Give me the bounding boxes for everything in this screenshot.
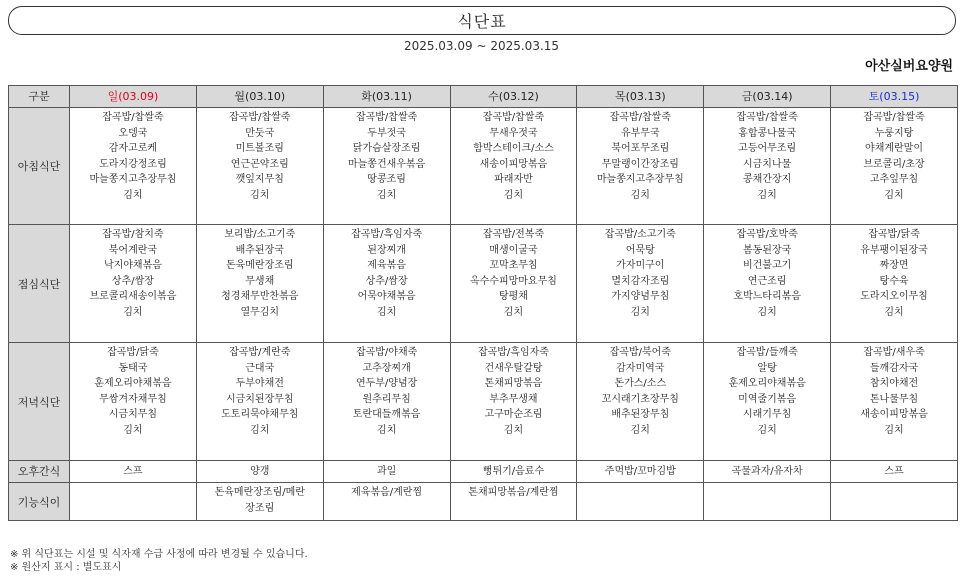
menu-item: 김치 [630,189,650,201]
snack-row [9,461,958,483]
menu-cell [196,108,323,225]
menu-item: 상추/쌈장 [111,275,154,287]
menu-item: 오뎅국 [118,127,148,139]
menu-cell [323,461,450,483]
menu-item: 잡곡밥/북어죽 [609,347,671,358]
menu-item: 어묵야채볶음 [357,291,416,302]
menu-item: 미역줄기볶음 [738,393,797,405]
meal-label: 아침식단 [9,108,70,225]
menu-cell [704,108,831,225]
menu-item: 돈육메란장조림 [225,260,294,271]
menu-item: 어묵탕 [625,244,655,256]
menu-item: 곡물과자/유자차 [731,465,803,477]
menu-item: 도토리묵야채무침 [221,409,299,420]
menu-item: 잡곡밥/찹쌀죽 [229,112,291,123]
menu-item: 청경채무반찬볶음 [221,291,299,302]
menu-table [8,85,958,521]
menu-item: 잡곡밥/닭죽 [107,347,159,358]
menu-cell [323,483,450,521]
menu-item: 탕수육 [879,275,909,287]
menu-item: 연근조림 [747,275,787,287]
menu-item: 김치 [250,189,270,201]
menu-item: 미트볼조림 [235,143,284,154]
menu-item: 김치 [250,424,270,436]
menu-cell [196,461,323,483]
menu-item: 잡곡밥/찹쌀죽 [102,112,164,123]
meal-label: 오후간식 [9,461,70,483]
menu-cell [70,108,197,225]
menu-item: 부추무생채 [489,393,538,405]
menu-item: 무쌈겨자채무침 [99,393,167,405]
menu-item: 훈제오리야채볶음 [94,378,172,389]
menu-item: 동태국 [118,362,148,374]
menu-item: 상추/쌈장 [365,275,408,287]
menu-item: 김치 [884,306,904,318]
menu-cell [70,483,197,521]
menu-item: 비건불고기 [742,260,792,271]
menu-item: 옥수수피망마요무침 [469,275,557,287]
menu-item: 김치 [376,424,397,436]
menu-item: 잡곡밥/흑임자죽 [477,347,549,358]
menu-title: 식단표 [457,12,507,31]
corner-label: 구분 [9,86,70,108]
menu-cell [831,343,958,461]
menu-item: 돈육메란장조림/메란 [214,487,305,498]
menu-item: 새송이피망볶음 [479,158,548,170]
menu-cell [323,343,450,461]
menu-cell [450,483,577,521]
breakfast-row [9,108,958,225]
menu-item: 토란대들깨볶음 [352,409,421,420]
menu-item: 뻥튀기/음료수 [482,465,545,477]
menu-item: 마늘쫑지고추장무침 [89,174,177,185]
menu-cell [831,461,958,483]
menu-item: 김치 [123,306,143,318]
menu-item: 과일 [376,465,397,477]
menu-item: 잡곡밥/야채죽 [355,347,418,358]
menu-item: 잡곡밥/닭죽 [868,229,920,240]
menu-item: 잡곡밥/전복죽 [482,229,545,240]
date-range: 2025.03.09 ~ 2025.03.15 [403,39,560,53]
menu-item: 만둣국 [245,127,275,139]
menu-item: 잡곡밥/찹쌀죽 [736,112,798,123]
menu-item: 김치 [376,306,397,318]
menu-item: 김치 [503,306,524,318]
menu-item: 유부무국 [620,127,660,139]
day-header: 금(03.14) [704,86,831,108]
menu-item: 북어포무조림 [611,143,670,154]
menu-cell [704,461,831,483]
menu-item: 멸치감자조림 [611,275,670,287]
menu-item: 깻잎지무침 [235,174,284,185]
menu-cell [70,461,197,483]
menu-item: 김치 [123,424,143,436]
menu-item: 무말랭이간장조림 [601,158,679,170]
menu-item: 김치 [123,189,143,201]
menu-cell [831,225,958,343]
meal-label: 점심식단 [9,225,70,343]
menu-item: 마늘쫑건새우볶음 [347,158,426,170]
menu-item: 장조림 [245,502,275,514]
menu-item: 땅콩조림 [367,174,406,185]
menu-item: 잡곡밥/찹쌀죽 [355,112,418,123]
menu-item: 새송이피망볶음 [860,409,928,420]
menu-item: 북어계란국 [108,244,158,256]
menu-item: 김치 [884,424,904,436]
menu-cell [323,225,450,343]
menu-item: 김치 [757,306,777,318]
day-header: 수(03.12) [450,86,577,108]
menu-item: 마늘쫑지고추장무침 [596,174,684,185]
menu-item: 김치 [630,306,650,318]
dinner-row [9,343,958,461]
menu-item: 감자고로케 [108,143,158,154]
menu-item: 고추잎무침 [869,174,919,185]
menu-item: 참치야채전 [869,378,919,389]
menu-item: 파래자반 [494,174,533,185]
lunch-row [9,225,958,343]
menu-item: 된장찌개 [367,244,406,256]
menu-cell [70,225,197,343]
footnote: ※ 위 식단표는 시설 및 식자재 수급 사정에 따라 변경될 수 있습니다. [10,549,308,560]
menu-item: 도라지강정조림 [99,158,167,170]
menu-item: 꼬시래기초장무침 [601,393,679,405]
menu-item: 훈제오리야채볶음 [728,378,806,389]
menu-item: 두부젓국 [367,127,406,139]
menu-item: 홍합콩나물국 [738,127,797,139]
menu-item: 꼬막초무침 [489,260,538,271]
menu-item: 들깨감자국 [869,362,919,374]
menu-item: 시래기무침 [742,409,792,420]
menu-item: 고추장찌개 [362,362,411,374]
menu-item: 누룽지탕 [874,127,914,139]
menu-item: 스프 [884,465,904,477]
menu-item: 브로콜리새송이볶음 [89,291,177,302]
menu-cell [831,108,958,225]
menu-item: 잡곡밥/호박죽 [736,229,798,240]
menu-cell [577,483,704,521]
menu-item: 잡곡밥/찹쌀죽 [863,112,925,123]
menu-cell [196,225,323,343]
menu-item: 양갱 [250,465,270,477]
menu-item: 김치 [503,189,524,201]
menu-item: 제육볶음 [367,260,406,271]
menu-item: 무생채 [245,275,275,287]
menu-cell [704,225,831,343]
menu-cell [323,108,450,225]
menu-item: 연근곤약조림 [230,158,289,170]
menu-item: 닭가슴살장조림 [352,143,421,154]
menu-cell [704,343,831,461]
menu-item: 주먹밥/꼬마김밥 [604,465,676,477]
menu-item: 스프 [123,465,143,477]
menu-item: 가자미구이 [616,260,665,271]
footnotes [10,548,308,574]
menu-item: 잡곡밥/찹쌀죽 [482,112,545,123]
menu-cell [450,343,577,461]
menu-cell [196,343,323,461]
menu-cell [450,108,577,225]
menu-item: 김치 [376,189,397,201]
day-header: 일(03.09) [70,86,197,108]
menu-item: 열무김치 [240,306,280,318]
menu-title-box [8,6,956,35]
menu-item: 감자미역국 [616,362,665,374]
menu-cell [70,343,197,461]
menu-item: 김치 [757,424,777,436]
menu-item: 원추리무침 [362,393,411,405]
menu-item: 톤나물무침 [869,393,919,405]
menu-cell [704,483,831,521]
day-header: 월(03.10) [196,86,323,108]
menu-item: 돈가스/소스 [614,378,667,389]
menu-item: 야채계란말이 [865,143,924,154]
menu-cell [196,483,323,521]
menu-item: 김치 [503,424,524,436]
menu-item: 두부야채전 [235,378,284,389]
menu-item: 김치 [757,189,777,201]
organization-name: 아산실버요양원 [865,59,953,74]
menu-item: 시금치무침 [108,409,158,420]
menu-item: 콩채간장지 [742,174,792,185]
menu-item: 김치 [630,424,650,436]
menu-item: 무새우젓국 [489,127,538,139]
day-header: 목(03.13) [577,86,704,108]
menu-item: 잡곡밥/새우죽 [863,347,925,358]
menu-cell [577,108,704,225]
table-header-row [9,86,958,108]
menu-item: 탕평채 [498,291,528,302]
menu-item: 잡곡밥/소고기죽 [604,229,676,240]
menu-item: 연두부/양념장 [355,378,418,389]
menu-item: 제육볶음/계란찜 [351,487,423,498]
menu-item: 보리밥/소고기죽 [224,229,296,240]
day-header: 토(03.15) [831,86,958,108]
menu-item: 김치 [884,189,904,201]
menu-item: 함박스테이크/소스 [473,143,554,154]
menu-item: 톤채피망볶음/계란찜 [468,487,559,498]
menu-item: 봄동된장국 [742,244,792,256]
menu-item: 유부팽이된장국 [860,244,928,256]
menu-item: 잡곡밥/계란죽 [229,347,291,358]
menu-item: 매생이굴국 [489,244,538,256]
menu-item: 잡곡밥/참치죽 [102,229,164,240]
menu-cell [450,461,577,483]
menu-cell [577,461,704,483]
menu-item: 도라지오이무침 [860,291,928,302]
menu-item: 짜장면 [879,260,909,271]
menu-item: 고등어무조림 [738,143,797,154]
menu-cell [577,225,704,343]
menu-cell [450,225,577,343]
meal-label: 기능식이 [9,483,70,521]
menu-cell [577,343,704,461]
menu-item: 낙지야채볶음 [103,260,162,271]
menu-item: 배추된장국 [235,244,284,256]
menu-item: 알탕 [757,362,777,374]
menu-item: 호박느타리볶음 [733,291,801,302]
footnote: ※ 원산지 표시 : 별도표시 [10,562,122,573]
menu-item: 가지양념무침 [611,291,670,302]
day-header: 화(03.11) [323,86,450,108]
menu-item: 잡곡밥/흑임자죽 [351,229,423,240]
menu-item: 배추된장무침 [611,409,670,420]
menu-cell [831,483,958,521]
menu-item: 톤채피망볶음 [484,378,543,389]
menu-item: 건새우탈갈탕 [484,362,543,374]
menu-item: 근대국 [245,362,275,374]
menu-item: 잡곡밥/찹쌀죽 [609,112,671,123]
functional-diet-row [9,483,958,521]
menu-item: 시금치나물 [742,158,792,170]
menu-item: 고구마순조림 [484,409,543,420]
menu-item: 잡곡밥/들깨죽 [736,347,798,358]
menu-item: 시금치된장무침 [225,393,294,405]
menu-item: 브로콜리/초장 [863,158,925,170]
meal-label: 저녁식단 [9,343,70,461]
